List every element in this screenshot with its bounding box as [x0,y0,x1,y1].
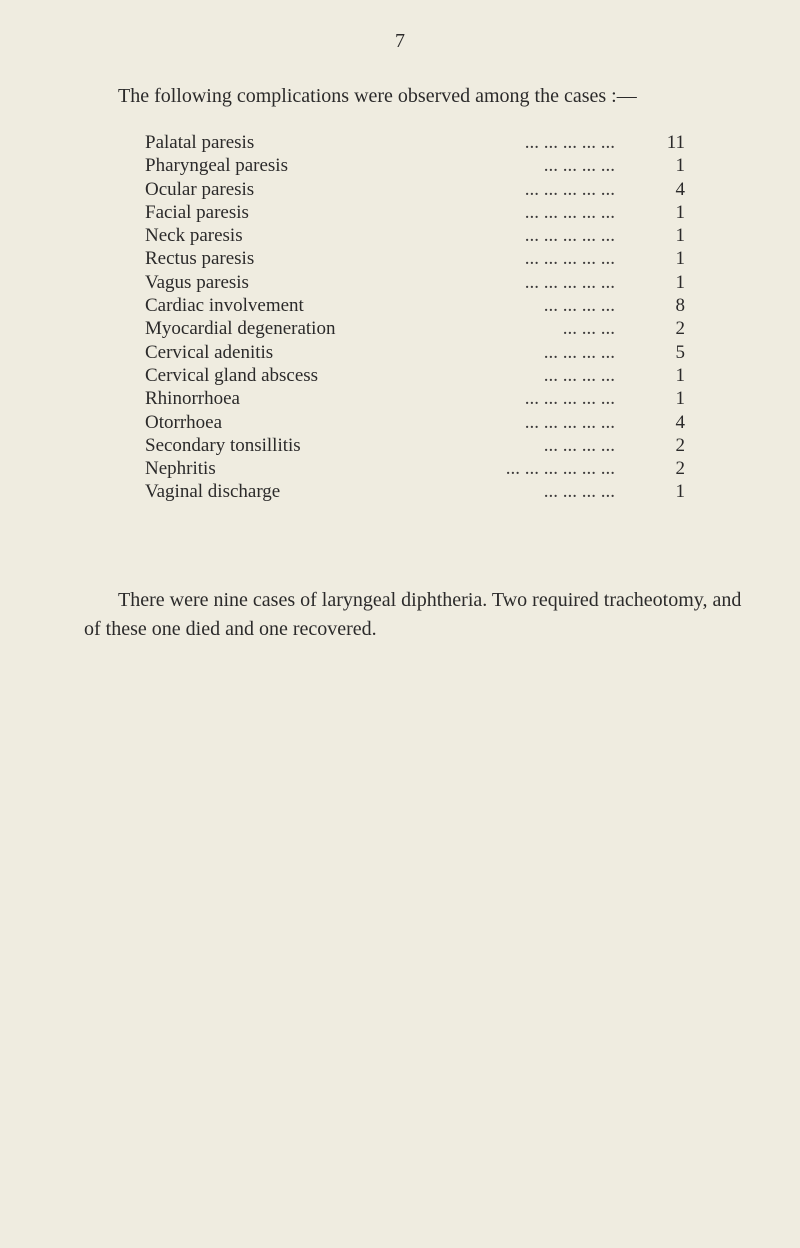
complication-name: Rectus paresis [145,247,258,270]
leader-dots: ... ... ... ... ... ... [505,458,615,480]
complication-name: Secondary tonsillitis [145,434,305,457]
complication-row [145,457,685,480]
complication-name: Cervical adenitis [145,341,277,364]
leader-dots: ... ... ... ... ... [524,271,615,293]
leader-dots: ... ... ... ... [543,341,615,363]
page-number: 7 [395,30,405,52]
complication-name: Vagus paresis [145,271,253,294]
complication-name: Pharyngeal paresis [145,154,292,177]
leader-dots: ... ... ... ... ... [524,132,615,153]
complication-count: 1 [675,248,685,270]
complication-name: Nephritis [145,457,220,480]
complication-name: Ocular paresis [145,178,258,201]
leader-dots: ... ... ... ... [543,434,615,456]
complication-row [145,480,685,503]
complication-row [145,154,685,177]
complication-count: 2 [675,434,685,456]
complication-count: 11 [666,132,685,153]
complication-count: 8 [675,295,685,317]
leader-dots: ... ... ... ... ... [524,225,615,247]
leader-dots: ... ... ... ... ... [524,178,615,200]
complications-table [145,131,685,504]
complication-row [145,387,685,410]
complication-row [145,178,685,201]
complication-name: Neck paresis [145,224,247,247]
complication-count: 5 [675,341,685,363]
complication-row [145,341,685,364]
complication-count: 2 [675,458,685,480]
intro-sentence: The following complications were observed among the cases :— [118,85,637,107]
complication-name: Otorrhoea [145,411,226,434]
complication-count: 1 [675,271,685,293]
complication-count: 4 [675,178,685,200]
closing-paragraph [84,586,744,644]
complication-row [145,434,685,457]
complication-count: 1 [675,225,685,247]
complication-row [145,201,685,224]
complication-name: Cervical gland abscess [145,364,322,387]
complication-row [145,224,685,247]
leader-dots: ... ... ... ... [543,481,615,503]
complication-row [145,317,685,340]
complication-count: 1 [675,364,685,386]
complication-name: Palatal paresis [145,131,258,154]
complication-row [145,294,685,317]
complication-row [145,411,685,434]
leader-dots: ... ... ... ... [543,295,615,317]
complication-name: Cardiac involvement [145,294,308,317]
leader-dots: ... ... ... ... ... [524,388,615,410]
leader-dots: ... ... ... ... ... [524,248,615,270]
complication-count: 1 [675,155,685,177]
complication-count: 1 [675,201,685,223]
leader-dots: ... ... ... ... [543,364,615,386]
complication-row [145,364,685,387]
complication-count: 1 [675,481,685,503]
complication-row [145,271,685,294]
complication-count: 1 [675,388,685,410]
complication-row [145,247,685,270]
complication-count: 4 [675,411,685,433]
complication-name: Vaginal discharge [145,480,284,503]
complication-name: Facial paresis [145,201,253,224]
leader-dots: ... ... ... ... ... [524,411,615,433]
complication-row [145,131,685,154]
complication-name: Myocardial degeneration [145,317,339,340]
leader-dots: ... ... ... ... ... [524,201,615,223]
leader-dots: ... ... ... [562,318,615,340]
complication-count: 2 [675,318,685,340]
complication-name: Rhinorrhoea [145,387,244,410]
leader-dots: ... ... ... ... [543,155,615,177]
closing-text: There were nine cases of laryngeal diphtheria. Two required tracheotomy, and of these one died and one recovered. [84,589,742,640]
